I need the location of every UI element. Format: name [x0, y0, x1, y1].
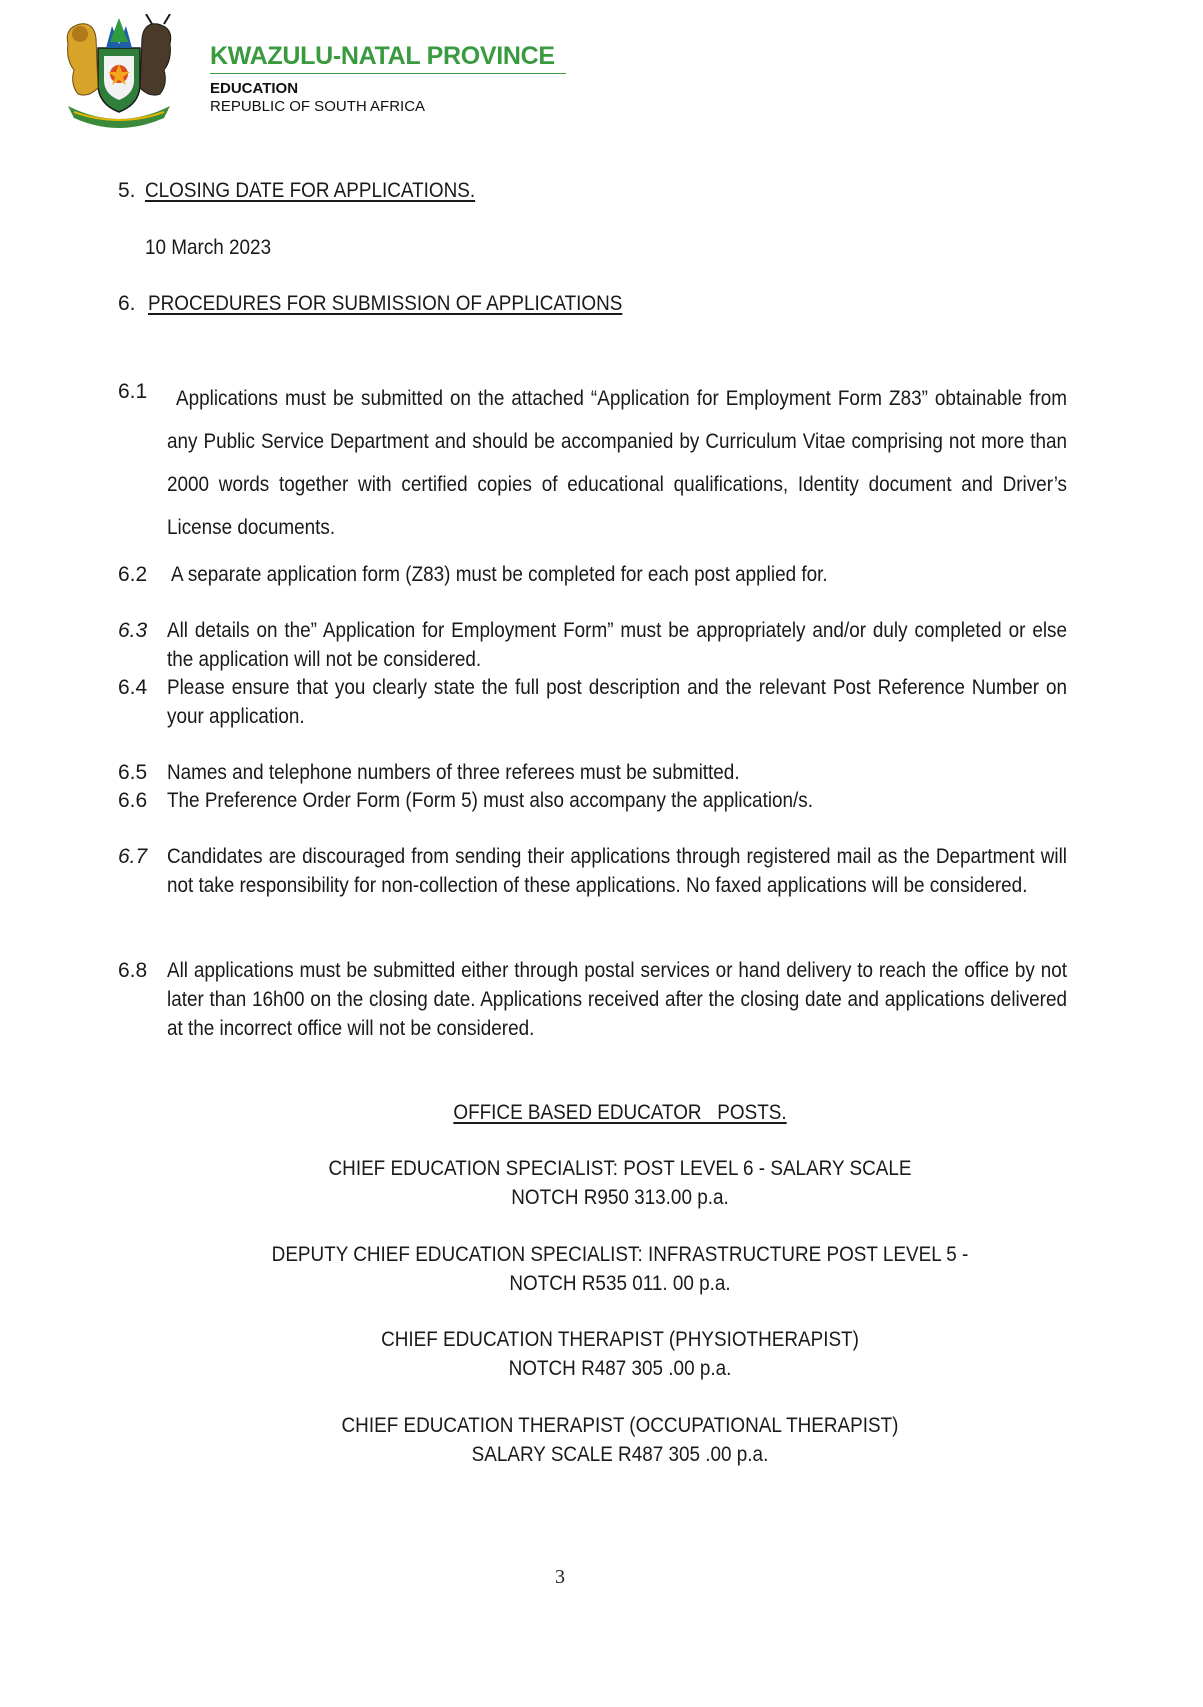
post-salary: NOTCH R950 313.00 p.a. [511, 1186, 729, 1209]
post-salary: NOTCH R535 011. 00 p.a. [509, 1272, 731, 1295]
closing-date: 10 March 2023 [145, 236, 272, 259]
post-salary: SALARY SCALE R487 305 .00 p.a. [471, 1443, 769, 1466]
post-entry [140, 1411, 1100, 1469]
item-6-3-text: All details on the” Application for Employment Form” must be appropriately and/or duly completed or else the application will not be considered. [167, 619, 1067, 671]
item-6-5-text: Names and telephone numbers of three referees must be submitted. [167, 761, 740, 784]
item-6-5-number: 6.5 [118, 761, 148, 784]
item-6-8-number: 6.8 [118, 959, 148, 982]
section-5-heading: CLOSING DATE FOR APPLICATIONS. [145, 179, 476, 202]
item-6-4-number: 6.4 [118, 676, 148, 699]
post-salary: NOTCH R487 305 .00 p.a. [508, 1357, 732, 1380]
post-entry [140, 1325, 1100, 1383]
post-title: CHIEF EDUCATION SPECIALIST: POST LEVEL 6 - SALARY SCALE [328, 1157, 912, 1180]
post-entry [140, 1154, 1100, 1212]
page-number: 3 [555, 1566, 565, 1588]
post-entry [140, 1240, 1100, 1298]
country-name: REPUBLIC OF SOUTH AFRICA [210, 98, 426, 115]
section-5-number: 5. [118, 179, 136, 202]
item-6-1-number: 6.1 [118, 380, 148, 403]
item-6-8-text: All applications must be submitted either through postal services or hand delivery to reach the office by not later than 16h00 on the closing date. Applications received after the closing date and applications delivered at the incorrect office will not be considered. [167, 959, 1067, 1040]
item-6-6-text: The Preference Order Form (Form 5) must also accompany the application/s. [167, 789, 814, 812]
item-6-3-number: 6.3 [118, 619, 148, 642]
letterhead-text [210, 42, 580, 116]
item-6-1-text: Applications must be submitted on the attached “Application for Employment Form Z83” obtainable from any Public Service Department and should be accompanied by Curriculum Vitae comprising not more than 2000 words together with certified copies of educational qualifications, Identity document and Driver’s License documents. [167, 387, 1067, 539]
department-name: EDUCATION [210, 80, 299, 97]
post-title: DEPUTY CHIEF EDUCATION SPECIALIST: INFRASTRUCTURE POST LEVEL 5 - [271, 1243, 969, 1266]
item-6-6-number: 6.6 [118, 789, 148, 812]
post-title: CHIEF EDUCATION THERAPIST (OCCUPATIONAL THERAPIST) [341, 1414, 899, 1437]
item-6-2-number: 6.2 [118, 563, 148, 586]
section-6-heading: PROCEDURES FOR SUBMISSION OF APPLICATIONS [148, 292, 623, 315]
item-6-4-text: Please ensure that you clearly state the full post description and the relevant Post Reference Number on your application. [167, 676, 1067, 728]
section-6-number: 6. [118, 292, 136, 315]
posts-heading: OFFICE BASED EDUCATOR POSTS. [453, 1101, 787, 1124]
item-6-2-text: A separate application form (Z83) must be completed for each post applied for. [171, 563, 828, 586]
item-6-7-text: Candidates are discouraged from sending their applications through registered mail as the Department will not take responsibility for non-collection of these applications. No faxed applications will be considered. [167, 845, 1067, 897]
province-title: KWAZULU-NATAL PROVINCE [210, 42, 566, 74]
post-title: CHIEF EDUCATION THERAPIST (PHYSIOTHERAPIST) [381, 1328, 859, 1351]
coat-of-arms-icon [60, 14, 178, 132]
letterhead [60, 14, 580, 134]
item-6-7-number: 6.7 [118, 845, 148, 868]
